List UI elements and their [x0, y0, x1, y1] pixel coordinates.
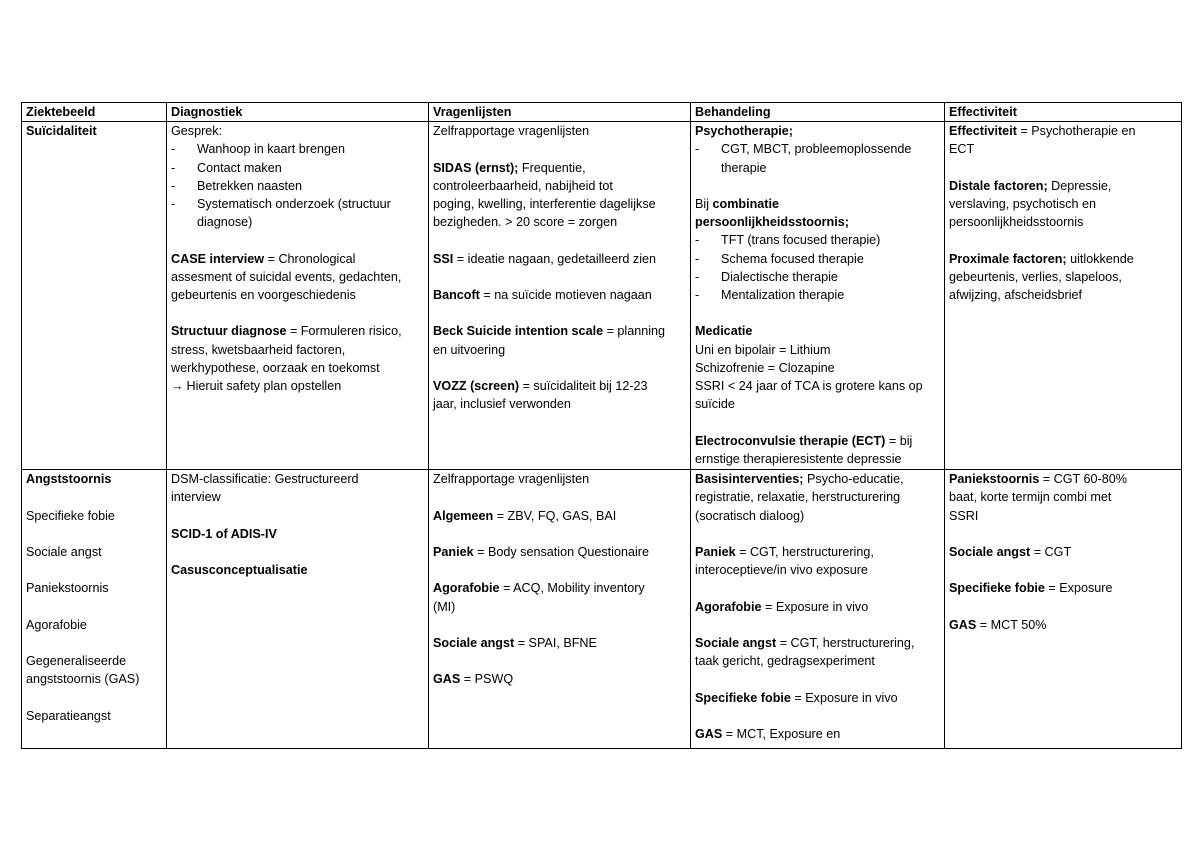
list-item: - TFT (trans focused therapie)	[695, 233, 881, 248]
condition-title: Angststoornis	[26, 472, 112, 487]
beh-paniek: Paniek = CGT, herstructurering,	[695, 545, 874, 559]
vragen-agorafobie-line: (MI)	[433, 599, 456, 614]
vragen-sidas-line: controleerbaarheid, nabijheid tot	[433, 178, 613, 193]
vragen-paniek: Paniek = Body sensation Questionaire	[433, 544, 649, 559]
eff-distaal-line: persoonlijkheidsstoornis	[949, 215, 1084, 230]
beh-agorafobie: Agorafobie = Exposure in vivo	[695, 599, 869, 614]
vragen-sidas: SIDAS (ernst); Frequentie,	[433, 160, 586, 175]
cell-ziektebeeld	[22, 470, 167, 749]
vragen-gas: GAS = PSWQ	[433, 672, 514, 687]
arrow-right-icon: →	[171, 379, 184, 394]
vragen-sidas-line: poging, kwelling, interferentie dagelijkse	[433, 197, 656, 211]
eff-sociale-angst: Sociale angst = CGT	[949, 545, 1072, 559]
condition-subtype: Paniekstoornis	[26, 581, 109, 596]
diag-dsm: DSM-classificatie: Gestructureerd	[171, 472, 359, 487]
cell-diagnostiek	[167, 470, 429, 749]
header-vragenlijsten: Vragenlijsten	[429, 103, 691, 122]
header-behandeling: Behandeling	[691, 103, 945, 122]
list-item: - Wanhoop in kaart brengen	[171, 142, 345, 157]
beh-basis-line: (socratisch dialoog)	[695, 508, 805, 523]
eff-gas: GAS = MCT 50%	[949, 617, 1047, 632]
condition-subtype: Gegeneraliseerde	[26, 654, 127, 669]
diag-casus: Casusconceptualisatie	[171, 563, 308, 578]
vragen-beck-line: en uitvoering	[433, 342, 506, 357]
condition-title: Suïcidaliteit	[26, 124, 97, 139]
diag-structuur: Structuur diagnose = Formuleren risico,	[171, 324, 402, 339]
eff-specifieke-fobie: Specifieke fobie = Exposure	[949, 581, 1113, 596]
vragen-vozz-line: jaar, inclusief verwonden	[433, 397, 571, 412]
list-item-continuation: diagnose)	[197, 215, 253, 230]
beh-basis: Basisinterventies; Psycho-educatie,	[695, 472, 904, 487]
beh-medicatie-line: Uni en bipolair = Lithium	[695, 342, 831, 357]
eff-paniek: Paniekstoornis = CGT 60-80%	[949, 472, 1127, 487]
beh-psychotherapie: Psychotherapie;	[695, 124, 793, 139]
diag-dsm-line: interview	[171, 490, 221, 505]
condition-subtype-line: angststoornis (GAS)	[26, 672, 140, 687]
cell-effectiviteit	[945, 470, 1182, 749]
beh-combinatie-line: persoonlijkheidsstoornis;	[695, 215, 849, 230]
condition-subtype: Separatieangst	[26, 708, 111, 723]
diag-arrow-line: → Hieruit safety plan opstellen	[171, 377, 424, 395]
list-item-continuation: therapie	[721, 160, 767, 175]
eff-proximaal: Proximale factoren; uitlokkende	[949, 251, 1134, 266]
cell-vragenlijsten	[429, 470, 691, 749]
eff-distaal-line: verslaving, psychotisch en	[949, 197, 1096, 211]
beh-basis-line: registratie, relaxatie, herstructurering	[695, 490, 901, 505]
diag-case-line: assesment of suicidal events, gedachten,	[171, 269, 402, 284]
list-item: - Mentalization therapie	[695, 288, 845, 303]
vragen-algemeen: Algemeen = ZBV, FQ, GAS, BAI	[433, 508, 617, 523]
condition-subtype: Agorafobie	[26, 617, 87, 632]
diag-structuur-line: werkhypothese, oorzaak en toekomst	[171, 360, 380, 375]
beh-medicatie-line: suïcide	[695, 397, 735, 412]
eff-proximaal-line: afwijzing, afscheidsbrief	[949, 288, 1082, 302]
cell-diagnostiek	[167, 122, 429, 470]
overview-table	[21, 102, 1182, 749]
cell-behandeling	[691, 470, 945, 749]
beh-gas: GAS = MCT, Exposure en	[695, 726, 841, 741]
eff-distaal: Distale factoren; Depressie,	[949, 178, 1112, 193]
vragen-vozz: VOZZ (screen) = suïcidaliteit bij 12-23	[433, 378, 648, 393]
list-item: - Schema focused therapie	[695, 251, 864, 266]
vragen-bancoft: Bancoft = na suïcide motieven nagaan	[433, 287, 652, 302]
eff-proximaal-line: gebeurtenis, verlies, slapeloos,	[949, 269, 1122, 284]
list-item: - Dialectische therapie	[695, 269, 838, 284]
beh-medicatie-line: Schizofrenie = Clozapine	[695, 360, 835, 375]
list-item: - Contact maken	[171, 160, 282, 175]
diag-structuur-line: stress, kwetsbaarheid factoren,	[171, 342, 346, 357]
eff-paniek-line: baat, korte termijn combi met	[949, 490, 1112, 505]
cell-effectiviteit	[945, 122, 1182, 470]
table-row	[22, 470, 1182, 749]
vragen-intro: Zelfrapportage vragenlijsten	[433, 472, 590, 487]
vragen-sociale-angst: Sociale angst = SPAI, BFNE	[433, 635, 597, 650]
beh-specifieke-fobie: Specifieke fobie = Exposure in vivo	[695, 690, 898, 705]
condition-subtype: Specifieke fobie	[26, 508, 115, 523]
cell-vragenlijsten	[429, 122, 691, 470]
header-row	[22, 103, 1182, 122]
vragen-agorafobie: Agorafobie = ACQ, Mobility inventory	[433, 581, 645, 596]
vragen-sidas-line: bezigheden. > 20 score = zorgen	[433, 215, 618, 230]
eff-paniek-line: SSRI	[949, 508, 979, 523]
eff-line: ECT	[949, 142, 975, 157]
list-item: - Betrekken naasten	[171, 178, 303, 193]
header-ziektebeeld: Ziektebeeld	[22, 103, 167, 122]
beh-ect-line: ernstige therapieresistente depressie	[695, 451, 902, 466]
table-row	[22, 122, 1182, 470]
vragen-ssi: SSI = ideatie nagaan, gedetailleerd zien	[433, 251, 657, 266]
list-item: - CGT, MBCT, probleemoplossende	[695, 142, 912, 157]
cell-behandeling	[691, 122, 945, 470]
diag-case: CASE interview = Chronological	[171, 251, 356, 266]
beh-medicatie-line: SSRI < 24 jaar of TCA is grotere kans op	[695, 379, 923, 394]
beh-paniek-line: interoceptieve/in vivo exposure	[695, 563, 868, 578]
header-effectiviteit: Effectiviteit	[945, 103, 1182, 122]
beh-medicatie: Medicatie	[695, 324, 753, 339]
beh-combinatie: Bij combinatie	[695, 197, 779, 211]
beh-sociale-angst-line: taak gericht, gedragsexperiment	[695, 654, 875, 669]
beh-ect: Electroconvulsie therapie (ECT) = bij	[695, 433, 913, 448]
eff-line: Effectiviteit = Psychotherapie en	[949, 124, 1136, 139]
vragen-beck: Beck Suicide intention scale = planning	[433, 324, 666, 339]
header-diagnostiek: Diagnostiek	[167, 103, 429, 122]
diag-case-line: gebeurtenis en voorgeschiedenis	[171, 288, 356, 303]
diag-gesprek: Gesprek:	[171, 124, 223, 139]
list-item: - Systematisch onderzoek (structuur	[171, 197, 391, 212]
diag-scid: SCID-1 of ADIS-IV	[171, 526, 277, 541]
vragen-intro: Zelfrapportage vragenlijsten	[433, 124, 590, 139]
beh-sociale-angst: Sociale angst = CGT, herstructurering,	[695, 635, 915, 650]
condition-subtype: Sociale angst	[26, 544, 102, 559]
cell-ziektebeeld	[22, 122, 167, 470]
